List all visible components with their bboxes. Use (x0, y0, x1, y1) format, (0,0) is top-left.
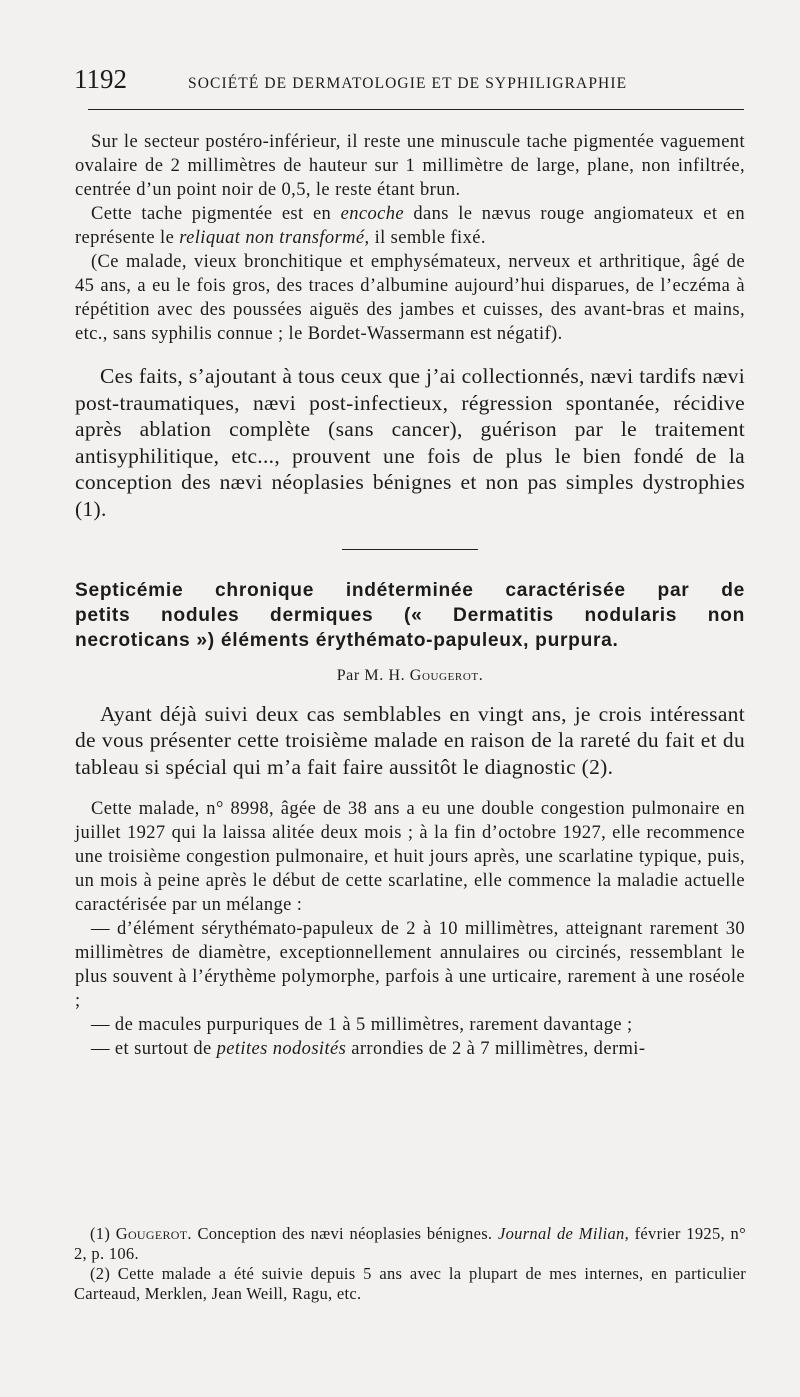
paragraph (75, 1037, 745, 1061)
paragraph: (Ce malade, vieux bronchitique et emphysémateux, nerveux et arthritique, âgé de 45 ans, a eu le fois gros, des traces d’albumine aujourd’hui disparues, de l’eczéma à répétition avec des poussées aiguës des jambes et cuisses, des avant-bras et mains, etc., sans syphilis connue ; le Bordet-Wassermann est négatif). (75, 252, 745, 344)
paragraph: Cette malade, n° 8998, âgée de 38 ans a eu une double congestion pulmonaire en juillet 1927 qui la laissa alitée deux mois ; à la fin d’octobre 1927, elle recommence une troisième congestion pulmonaire, et huit jours après, une scarlatine typique, puis, un mois à peine après le début de cette scarlatine, elle commence la maladie actuelle caractérisée par un mélange : (75, 799, 745, 916)
article-author (75, 667, 745, 685)
footnotes (74, 1224, 746, 1304)
journal-name: Journal de Milian (497, 1224, 625, 1243)
author-name: Gougerot. (409, 666, 484, 684)
text-run: . Conception des nævi néoplasies bénignes. (187, 1224, 498, 1243)
title-line: Septicémie chronique indéterminée caractérisée par de (75, 579, 745, 601)
author-prefix: Par M. H. (336, 666, 410, 684)
footnote (74, 1224, 746, 1264)
text-run: , il semble fixé. (364, 228, 486, 248)
paragraph: Ayant déjà suivi deux cas semblables en vingt ans, je crois intéressant de vous présenter cette troisième malade en raison de la rareté du fait et du tableau si spécial qui m’a fait faire aussitôt le diagnostic (2). (75, 701, 745, 779)
page-header (74, 64, 744, 104)
text-run: — et surtout de (91, 1039, 217, 1060)
article-title (75, 578, 745, 653)
paragraph: — de macules purpuriques de 1 à 5 millimètres, rarement davantage ; (91, 1015, 633, 1036)
footnote-author: Gougerot (115, 1224, 188, 1243)
paragraph: Sur le secteur postéro-inférieur, il reste une minuscule tache pigmentée vaguement ovalaire de 2 millimètres de hauteur sur 1 millimètre de large, plane, non infiltrée, centrée d’un point noir de 0,5, le reste étant brun. (75, 132, 745, 200)
title-line: petits nodules dermiques (« Dermatitis nodularis non (75, 604, 745, 626)
running-title: SOCIÉTÉ DE DERMATOLOGIE ET DE SYPHILIGRAPHIE (188, 75, 628, 92)
header-rule (88, 109, 744, 110)
text-run: arrondies de 2 à 7 millimètres, dermi- (346, 1039, 646, 1060)
paragraph: Ces faits, s’ajoutant à tous ceux que j’ai collectionnés, nævi tardifs nævi post-traumatiques, nævi post-infectieux, régression spontanée, récidive après ablation complète (sans cancer), guérison par le traitement antisyphilitique, etc..., prouvent une fois de plus le bien fondé de la conception des nævi néoplasies bénignes et non pas simples dystrophies (1). (75, 364, 745, 521)
section-separator (342, 549, 478, 550)
paragraph: — d’élément sérythémato-papuleux de 2 à 10 millimètres, atteignant rarement 30 millimètres de diamètre, exceptionnellement annulaires ou circinés, ressemblant le plus souvent à l’érythème polymorphe, parfois à une urticaire, rarement à une roséole ; (75, 919, 745, 1012)
text-run: (1) (90, 1224, 116, 1243)
page-number: 1192 (74, 64, 127, 94)
text-run: Cette tache pigmentée est en (91, 204, 341, 224)
text-run: , février 1925, n° 2, p. 106. (74, 1224, 746, 1263)
emphasis: reliquat non transformé (179, 228, 365, 248)
footnote: (2) Cette malade a été suivie depuis 5 ans avec la plupart de mes internes, en particulier Carteaud, Merklen, Jean Weill, Ragu, etc. (74, 1264, 746, 1303)
text-run: dans le nævus rouge angiomateux et en représente le (75, 204, 745, 248)
title-line: necroticans ») éléments érythémato-papuleux, purpura. (75, 629, 619, 651)
page-body (75, 122, 745, 1061)
paragraph (75, 202, 745, 250)
emphasis: encoche (340, 204, 404, 224)
emphasis: petites nodosités (216, 1039, 347, 1060)
